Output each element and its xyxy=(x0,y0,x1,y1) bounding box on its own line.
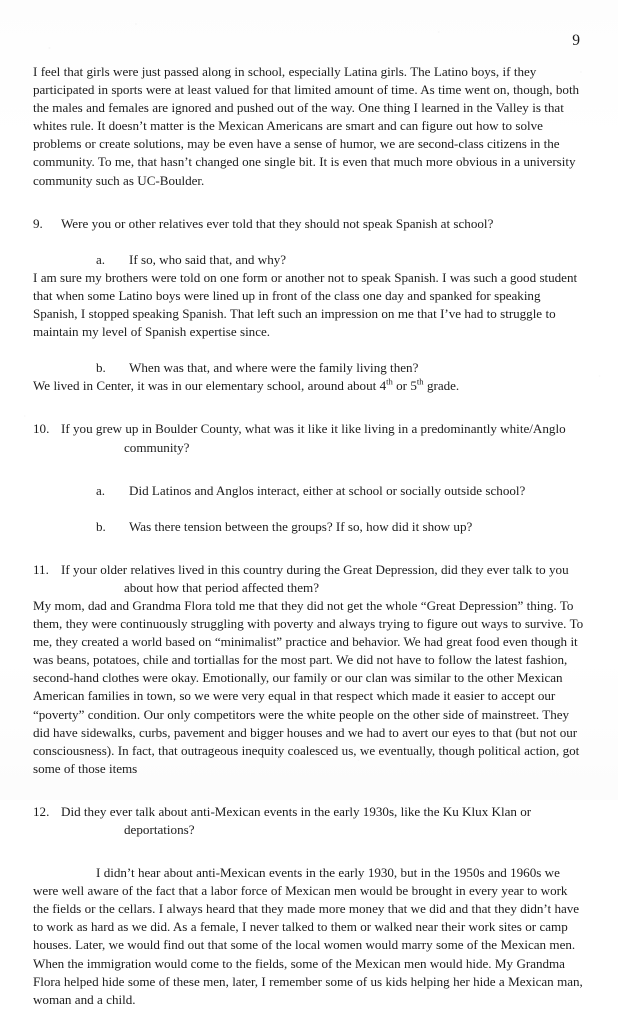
question-12-text-line2: deportations? xyxy=(124,822,195,837)
question-10b xyxy=(33,518,585,536)
question-10b-letter: b. xyxy=(96,518,106,534)
question-10-text-line2: community? xyxy=(124,439,190,455)
question-12-text: Did they ever talk about anti-Mexican events in the early 1930s, like the Ku Klux Klan or xyxy=(61,803,532,819)
question-9b xyxy=(33,359,585,377)
page-body xyxy=(33,63,585,1009)
spacer xyxy=(33,839,585,864)
answer-9a: I am sure my brothers were told on one form or another not to speak Spanish. I was such a good student that when some Latino boys were lined up in front of the class one day and spanked for speaking Spanish, I stopped speaking Spanish. That left such an impression on me that I’ve had to struggle to maintain my level of Spanish expertise since. xyxy=(33,269,578,340)
question-9a-text: If so, who said that, and why? xyxy=(129,251,287,267)
spacer xyxy=(33,457,585,482)
opening-paragraph: I feel that girls were just passed along in school, especially Latina girls. The Latino boys, if they participated in sports were at least valued for that limited amount of time. As time went on, though, both the males and females are ignored and pushed out of the way. One thing I learned in the Valley is that whites rule. It doesn’t matter is the Mexican Americans are smart and can figure out how to solve problems or create solutions, may be even have a sense of humor, we are second-class citizens in the community. To me, that hasn’t changed one single bit. It is even that much more obvious in a university community such as UC-Boulder. xyxy=(33,64,580,188)
spacer xyxy=(33,395,585,420)
question-11 xyxy=(33,561,585,597)
answer-9b-part2: or 5 xyxy=(392,378,417,394)
question-10a-text: Did Latinos and Anglos interact, either at school or socially outside school? xyxy=(129,482,526,498)
question-10a-letter: a. xyxy=(96,482,106,498)
answer-11: My mom, dad and Grandma Flora told me that they did not get the whole “Great Depression” thing. To them, they were continuously struggling with poverty and always trying to figure out ways to survive. To me, they created a world based on “minimalist” practice and behavior. We had great food even though it was beans, potatoes, chile and tortiallas for the most part. We did not have to follow the latest fashion, second-hand clothes were okay. Emotionally, our family or our clan was similar to the other Mexican American families in town, so we were very equal in that respect which made it easier to accept our “poverty” condition. Our only competitors were the white people on the other side of mainstreet. They did have sidewalks, curbs, pavement and bigger houses and we had to avert our eyes to that (but not our consciousness). In fact, that outrageous inequity coalesced us, we eventually, though political action, got some of those items xyxy=(33,597,584,776)
question-12 xyxy=(33,803,585,839)
spacer xyxy=(33,233,585,251)
question-9b-text: When was that, and where were the family living then? xyxy=(129,360,419,376)
spacer xyxy=(33,536,585,561)
question-10a xyxy=(33,482,585,500)
question-11-number: 11. xyxy=(33,561,49,577)
answer-9b-part1: We lived in Center, it was in our elementary school, around about 4 xyxy=(33,378,387,394)
answer-12: I didn’t hear about anti-Mexican events in the early 1930, but in the 1950s and 1960s we were well aware of the fact that a labor force of Mexican men would be brought in every year to work the fields or the cellars. I always heard that they made more money that we did and that they didn’t have to work as hard as we did. As a female, I never talked to them or walked near their work sites or camp houses. Later, we would find out that some of the local women would marry some of the Mexican men. When the immigration would come to the fields, some of the Mexican men would hide. My Grandma Flora helped hide some of these men, later, I remember some of us kids helping her hide a Mexican man, woman and a child. xyxy=(33,865,583,1007)
question-9-text: Were you or other relatives ever told that they should not speak Spanish at school? xyxy=(61,215,494,231)
question-10b-text: Was there tension between the groups? If so, how did it show up? xyxy=(129,518,473,534)
question-10-text: If you grew up in Boulder County, what was it like it like living in a predominantly white/Anglo xyxy=(61,421,566,437)
question-9a-letter: a. xyxy=(96,251,106,267)
question-9-number: 9. xyxy=(33,215,43,231)
spacer xyxy=(33,778,585,803)
page-number: 9 xyxy=(572,32,580,49)
question-9 xyxy=(33,215,585,233)
question-10 xyxy=(33,420,585,456)
question-12-number: 12. xyxy=(33,803,50,819)
spacer xyxy=(33,190,585,215)
answer-9b-part3: grade. xyxy=(423,378,460,394)
answer-9b xyxy=(33,377,585,395)
question-11-text: If your older relatives lived in this country during the Great Depression, did they ever talk to you xyxy=(61,561,569,577)
question-9a xyxy=(33,251,585,269)
question-10-number: 10. xyxy=(33,421,50,437)
spacer xyxy=(33,341,585,359)
ordinal-suffix-4th: th xyxy=(386,376,393,387)
spacer xyxy=(33,500,585,518)
question-11-text-line2: about how that period affected them? xyxy=(124,579,319,595)
question-9b-letter: b. xyxy=(96,360,106,376)
ordinal-suffix-5th: th xyxy=(416,376,424,387)
